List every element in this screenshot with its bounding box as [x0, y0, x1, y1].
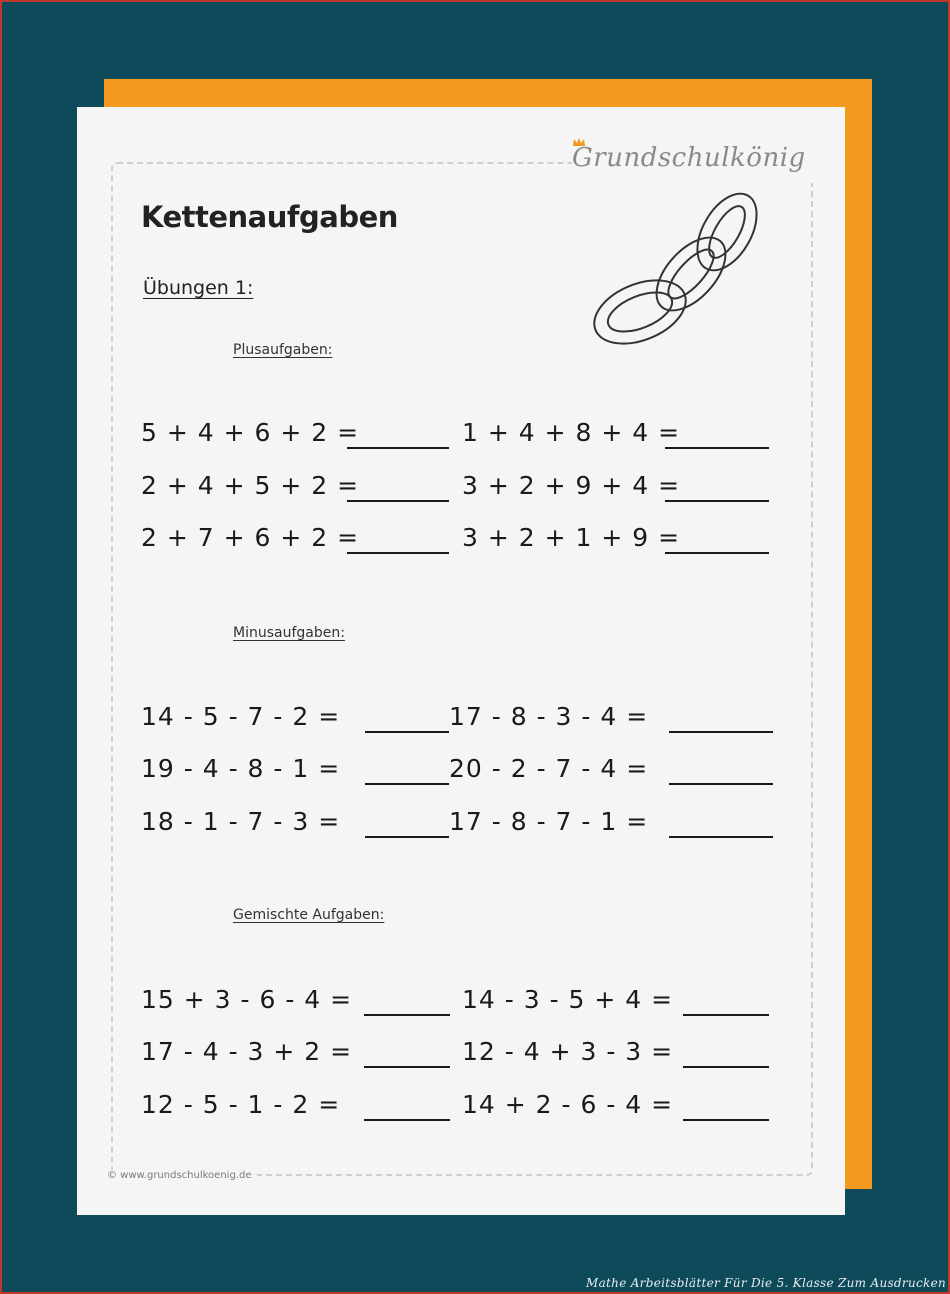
task: 2 + 4 + 5 + 2 =	[141, 471, 360, 500]
task: 15 + 3 - 6 - 4 =	[141, 985, 353, 1014]
answer-blank[interactable]	[347, 500, 449, 502]
task: 2 + 7 + 6 + 2 =	[141, 523, 360, 552]
task: 17 - 4 - 3 + 2 =	[141, 1037, 353, 1066]
task: 17 - 8 - 3 - 4 =	[449, 702, 649, 731]
brand-name: Grundschulkönig	[572, 143, 806, 173]
answer-blank[interactable]	[347, 552, 449, 554]
brand-logo	[572, 143, 822, 183]
answer-blank[interactable]	[683, 1014, 769, 1016]
task: 18 - 1 - 7 - 3 =	[141, 807, 341, 836]
task: 3 + 2 + 1 + 9 =	[462, 523, 681, 552]
answer-blank[interactable]	[364, 1014, 450, 1016]
chain-icon	[590, 190, 770, 350]
answer-blank[interactable]	[365, 783, 449, 785]
task: 12 - 4 + 3 - 3 =	[462, 1037, 674, 1066]
answer-blank[interactable]	[683, 1066, 769, 1068]
task: 5 + 4 + 6 + 2 =	[141, 418, 360, 447]
answer-blank[interactable]	[364, 1119, 450, 1121]
task: 20 - 2 - 7 - 4 =	[449, 754, 649, 783]
task: 1 + 4 + 8 + 4 =	[462, 418, 681, 447]
answer-blank[interactable]	[683, 1119, 769, 1121]
answer-blank[interactable]	[669, 731, 773, 733]
section-title-minus: Minusaufgaben:	[233, 625, 345, 641]
answer-blank[interactable]	[665, 552, 769, 554]
answer-blank[interactable]	[364, 1066, 450, 1068]
answer-blank[interactable]	[669, 783, 773, 785]
task: 14 - 5 - 7 - 2 =	[141, 702, 341, 731]
exercise-heading: Übungen 1:	[143, 277, 254, 299]
answer-blank[interactable]	[665, 500, 769, 502]
task: 14 + 2 - 6 - 4 =	[462, 1090, 674, 1119]
answer-blank[interactable]	[669, 836, 773, 838]
task: 14 - 3 - 5 + 4 =	[462, 985, 674, 1014]
section-title-mixed: Gemischte Aufgaben:	[233, 907, 385, 923]
task: 12 - 5 - 1 - 2 =	[141, 1090, 341, 1119]
answer-blank[interactable]	[347, 447, 449, 449]
answer-blank[interactable]	[365, 731, 449, 733]
image-caption: Mathe Arbeitsblätter Für Die 5. Klasse Zum Ausdrucken	[586, 1276, 946, 1290]
task: 17 - 8 - 7 - 1 =	[449, 807, 649, 836]
answer-blank[interactable]	[665, 447, 769, 449]
worksheet-title: Kettenaufgaben	[141, 200, 398, 234]
worksheet-page	[77, 107, 845, 1215]
answer-blank[interactable]	[365, 836, 449, 838]
section-title-plus: Plusaufgaben:	[233, 342, 333, 358]
task: 3 + 2 + 9 + 4 =	[462, 471, 681, 500]
footer-copyright: © www.grundschulkoenig.de	[107, 1170, 257, 1181]
task: 19 - 4 - 8 - 1 =	[141, 754, 341, 783]
